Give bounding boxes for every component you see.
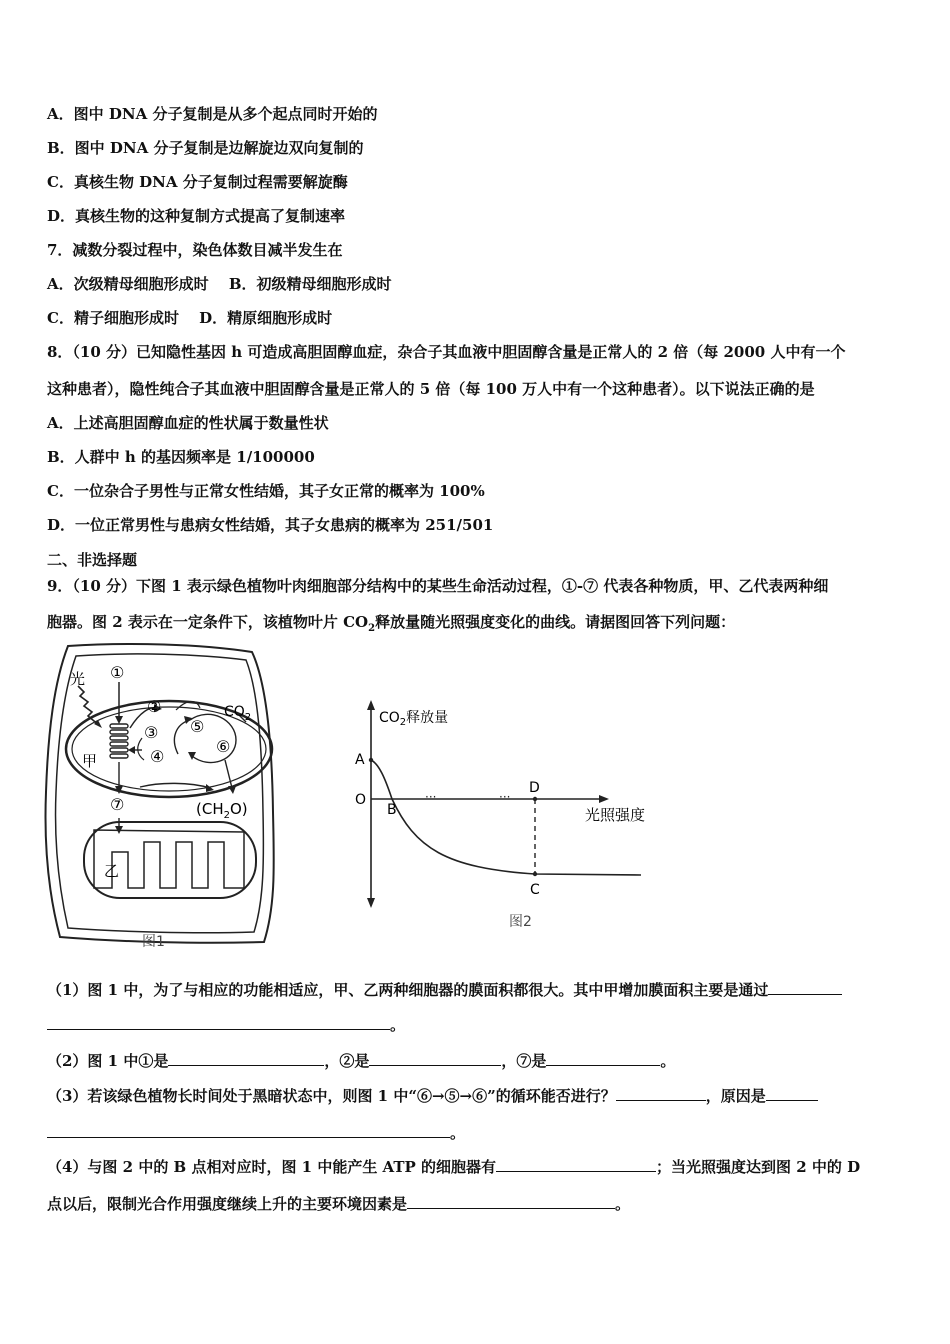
x-axis-dots: ··· [425, 790, 437, 804]
cell-membrane-inner [56, 654, 264, 933]
q9-sub4-line2 [47, 1193, 630, 1214]
light-label: 光 [70, 670, 86, 688]
q9-sub2-blank-2[interactable] [369, 1051, 501, 1066]
q6-option-c: C．真核生物 DNA 分子复制过程需要解旋酶 [47, 173, 348, 191]
co2-label: $CO_2$ [224, 704, 252, 723]
q9-sub2-text-b: ，②是 [324, 1052, 370, 1070]
label-4: ④ [150, 747, 165, 766]
q9-sub1-blank-b[interactable] [47, 1015, 390, 1030]
label-1: ① [110, 663, 125, 682]
q9-sub2-blank-3[interactable] [546, 1051, 660, 1066]
q9-sub1-text: （1）图 1 中，为了与相应的功能相适应，甲、乙两种细胞器的膜面积都很大。其中甲增加膜面积主要是通过 [47, 981, 769, 999]
q9-sub2-text-a: （2）图 1 中①是 [47, 1052, 169, 1070]
q9-sub1-end: 。 [390, 1016, 406, 1034]
q9-sub4-text-a: （4）与图 2 中的 B 点相对应时，图 1 中能产生 ATP 的细胞器有 [47, 1158, 497, 1176]
label-a: A [355, 752, 365, 768]
y-axis-arrow-up [367, 700, 375, 710]
q9-sub3-end: 。 [450, 1124, 466, 1142]
q6-option-a: A．图中 DNA 分子复制是从多个起点同时开始的 [47, 105, 378, 123]
q9-sub1-blank-a[interactable] [768, 980, 842, 995]
q9-sub4-line1 [47, 1156, 860, 1177]
q9-sub4-text-c: 点以后，限制光合作用强度继续上升的主要环境因素是 [47, 1195, 408, 1213]
y-axis-label: $CO_2$释放量 [379, 710, 449, 728]
q8-option-c: C．一位杂合子男性与正常女性结婚，其子女正常的概率为 100% [47, 482, 485, 500]
q9-sub3-text-b: ，原因是 [705, 1087, 766, 1105]
q9-sub4-blank-2[interactable] [407, 1194, 615, 1209]
q9-co2-subscript: 2 [368, 623, 376, 634]
y-axis-arrow-down [367, 898, 375, 908]
q9-sub2-text-c: ，⑦是 [501, 1052, 547, 1070]
q8-stem-line1: 8．（10 分）已知隐性基因 h 可造成高胆固醇血症，杂合子其血液中胆固醇含量是正常人的 2 倍（每 2000 人中有一个 [47, 343, 846, 361]
grana-stack-icon [110, 724, 128, 758]
q8-option-d: D．一位正常男性与患病女性结婚，其子女患病的概率为 251/501 [47, 516, 494, 534]
q9-sub2 [47, 1050, 675, 1071]
q9-sub4-end: 。 [615, 1195, 631, 1213]
q7-stem: 7．减数分裂过程中，染色体数目减半发生在 [47, 241, 343, 259]
label-5: ⑤ [190, 717, 205, 736]
q7-options-row2: C．精子细胞形成时 D．精原细胞形成时 [47, 309, 333, 327]
mitochondrion-label: 乙 [104, 862, 120, 880]
label-b: B [387, 802, 397, 818]
q9-stem-text-a: 胞器。图 2 表示在一定条件下，该植物叶片 CO [47, 613, 369, 631]
q6-option-b: B．图中 DNA 分子复制是边解旋边双向复制的 [47, 139, 364, 157]
q9-sub4-blank-1[interactable] [496, 1157, 656, 1172]
figure-1-caption: 图1 [142, 934, 165, 950]
figure-1-cell-diagram [40, 642, 280, 954]
ch2o-label: $(CH_2O)$ [196, 800, 248, 821]
x-axis-dots-2: ··· [499, 790, 511, 804]
q8-option-b: B．人群中 h 的基因频率是 1/100000 [47, 448, 315, 466]
x-axis-label: 光照强度 [585, 806, 646, 824]
figure-2-chart [345, 698, 665, 938]
q9-sub1-line2 [47, 1014, 405, 1035]
label-d: D [529, 780, 540, 796]
q8-option-a: A．上述高胆固醇血症的性状属于数量性状 [47, 414, 329, 432]
point-a [369, 758, 373, 762]
figure-2-caption: 图2 [509, 914, 532, 930]
q7-options-row1: A．次级精母细胞形成时 B．初级精母细胞形成时 [47, 275, 392, 293]
q9-sub3-line2 [47, 1122, 465, 1143]
q9-sub2-end: 。 [660, 1052, 676, 1070]
q9-stem-line1: 9．（10 分）下图 1 表示绿色植物叶肉细胞部分结构中的某些生命活动过程，①-⑦ 代表各种物质，甲、乙代表两种细 [47, 577, 829, 595]
q9-sub2-blank-1[interactable] [168, 1051, 324, 1066]
mitochondrion-outer [84, 822, 256, 898]
label-3: ③ [144, 723, 159, 742]
label-c: C [530, 882, 540, 898]
q9-sub4-text-b: ；当光照强度达到图 2 中的 D [656, 1158, 861, 1176]
label-7: ⑦ [110, 795, 125, 814]
q9-stem-text-b: 释放量随光照强度变化的曲线。请据图回答下列问题： [375, 613, 736, 631]
q9-sub1-line1 [47, 979, 842, 1000]
q9-sub3-text-a: （3）若该绿色植物长时间处于黑暗状态中，则图 1 中“⑥→⑤→⑥”的循环能否进行？ [47, 1087, 616, 1105]
q9-sub3-blank-1[interactable] [616, 1086, 706, 1101]
q9-stem-line2 [47, 611, 735, 634]
label-o: O [355, 792, 367, 808]
q9-sub3-blank-3[interactable] [47, 1123, 450, 1138]
q8-stem-line2: 这种患者），隐性纯合子其血液中胆固醇含量是正常人的 5 倍（每 100 万人中有一个这种患者）。以下说法正确的是 [47, 380, 815, 398]
section-heading: 二、非选择题 [47, 551, 138, 569]
q9-sub3-blank-2[interactable] [766, 1086, 818, 1101]
q9-sub3-line1 [47, 1085, 818, 1106]
chloroplast-label: 甲 [82, 752, 98, 770]
x-axis-arrow [599, 795, 609, 803]
label-6: ⑥ [216, 737, 231, 756]
label-2: ② [147, 697, 162, 716]
q6-option-d: D．真核生物的这种复制方式提高了复制速率 [47, 207, 346, 225]
